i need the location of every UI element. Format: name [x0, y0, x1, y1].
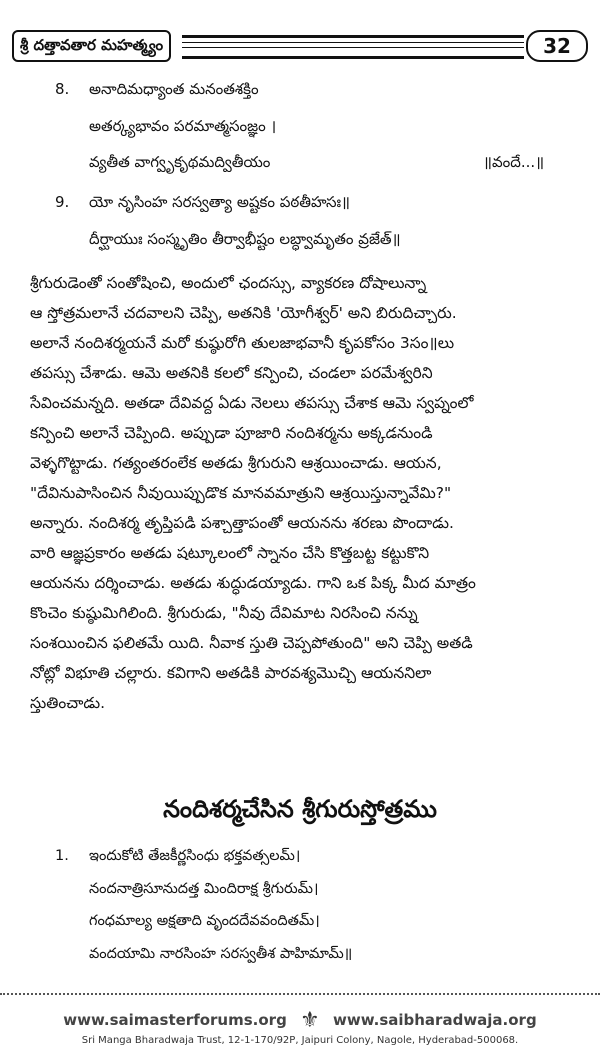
footer-link-saimasterforums[interactable]: www.saimasterforums.org: [63, 1011, 287, 1029]
footer-divider: [0, 993, 600, 995]
paragraph-line: అలానే నందిశర్మయనే మరో కుష్ఠురోగి తులజాభవానీ కృపకోసం 3సం॥లు: [30, 334, 455, 352]
stotram-number: 1.: [55, 848, 69, 864]
verse-number: 9.: [55, 193, 70, 211]
paragraph-line: ఆయనను దర్శించాడు. అతడు శుద్ధుడయ్యాడు. గాని ఒక పిక్క మీద మాత్రం: [30, 574, 476, 592]
page-number: 32: [526, 30, 588, 62]
paragraph-line: వారి ఆజ్ఞప్రకారం అతడు షట్కూలంలో స్నానం చేసి కొత్తబట్ట కట్టుకొని: [30, 544, 430, 562]
paragraph-line: నోట్లో విభూతి చల్లారు. కవిగాని అతడికి పారవశ్యమొచ్చి ఆయననిలా: [30, 664, 432, 682]
page-header: [6, 30, 591, 64]
footer-link-saibharadwaja[interactable]: www.saibharadwaja.org: [333, 1011, 537, 1029]
book-title: శ్రీ దత్తావతార మహత్మ్యం: [12, 30, 171, 62]
verse-number: 8.: [55, 80, 70, 98]
paragraph-line: సేవించమన్నది. అతడా దేవివద్ద ఏడు నెలలు తపస్సు చేశాక ఆమె స్వప్నంలో: [30, 394, 474, 412]
footer-address: Sri Manga Bharadwaja Trust, 12-1-170/92P, Jaipuri Colony, Nagole, Hyderabad-500068.: [81, 1035, 519, 1046]
paragraph-line: అన్నారు. నందిశర్మ తృప్తిపడి పశ్చాత్తాపంతో ఆయనను శరణు పొందాడు.: [30, 514, 454, 532]
page-footer: [0, 1008, 600, 1046]
stotram-line-2: నందనాత్రిసూనుదత్త మిందిరాక్ష శ్రీగురుమ్।: [89, 881, 319, 897]
paragraph-line: శ్రీగురుడెంతో సంతోషించి, అందులో ఛందస్సు, వ్యాకరణ దోషాలున్నా: [30, 274, 427, 292]
verse-9-line-1: [55, 193, 350, 215]
stotram-text: ఇందుకోటి తేజకీర్ణసింధు భక్తవత్సలమ్।: [89, 848, 301, 864]
header-rules: [182, 35, 524, 59]
footer-links: [0, 1008, 600, 1033]
narrative-paragraph: [30, 268, 580, 718]
paragraph-line: ఆ స్తోత్రమలానే చదవాలని చెప్పి, అతనికి 'యోగీశ్వర్' అని బిరుదిచ్చారు.: [30, 304, 457, 322]
verse-8-line-2: అతర్క్యభావం పరమాత్మసంజ్ఞం ।: [89, 117, 277, 135]
verse-text: అనాదిమధ్యాంత మనంతశక్తిం: [89, 80, 259, 98]
paragraph-line: కన్పించి అలానే చెప్పింది. అప్పుడా పూజారి నందిశర్మను అక్కడనుండి: [30, 424, 433, 442]
paragraph-line: సంశయించిన ఫలితమే యిది. నీవాక స్తుతి చెప్పపోతుంది" అని చెప్పి అతడి: [30, 634, 473, 652]
fleur-de-lis-icon: ⚜: [300, 1008, 320, 1033]
stotram-line-3: గంధమాల్య అక్షతాది వృందదేవవందితమ్।: [89, 913, 320, 929]
verse-9-line-2: దీర్ఘాయుః సంస్మృతిం తీర్వాభీష్టం లబ్ధ్వామృతం వ్రజేత్॥: [89, 230, 401, 248]
verse-text: యో నృసింహ సరస్వత్యా అష్టకం పఠతీహసః॥: [89, 193, 350, 211]
verse-8-refrain: ॥వందే...॥: [483, 153, 545, 171]
paragraph-line: కొంచెం కుష్ఠుమిగిలింది. శ్రీగురుడు, "నీవు దేవిమాట నిరసించి నన్ను: [30, 604, 418, 622]
paragraph-line: "దేవినుపాసించిన నీవుయిప్పుడొక మానవమాత్రుని ఆశ్రయిస్తున్నావేమి?": [30, 484, 452, 502]
paragraph-line: వెళ్ళగొట్టాడు. గత్యంతరంలేక అతడు శ్రీగురుని ఆశ్రయించాడు. ఆయన,: [30, 454, 442, 472]
stotram-line-4: వందయామి నారసింహ సరస్వతీశ పాహిమామ్॥: [89, 946, 353, 962]
verse-8-line-1: [55, 80, 259, 102]
paragraph-line: తపస్సు చేశాడు. ఆమె అతనికి కలలో కన్పించి, చండలా పరమేశ్వరిని: [30, 364, 433, 382]
verse-8-line-3: వ్యతీత వాగ్వృకృథమద్వితీయం: [89, 153, 271, 171]
paragraph-line: స్తుతించాడు.: [30, 694, 106, 712]
section-title: నందిశర్మచేసిన శ్రీగురుస్తోత్రము: [163, 795, 437, 823]
stotram-line-1: [55, 848, 300, 868]
